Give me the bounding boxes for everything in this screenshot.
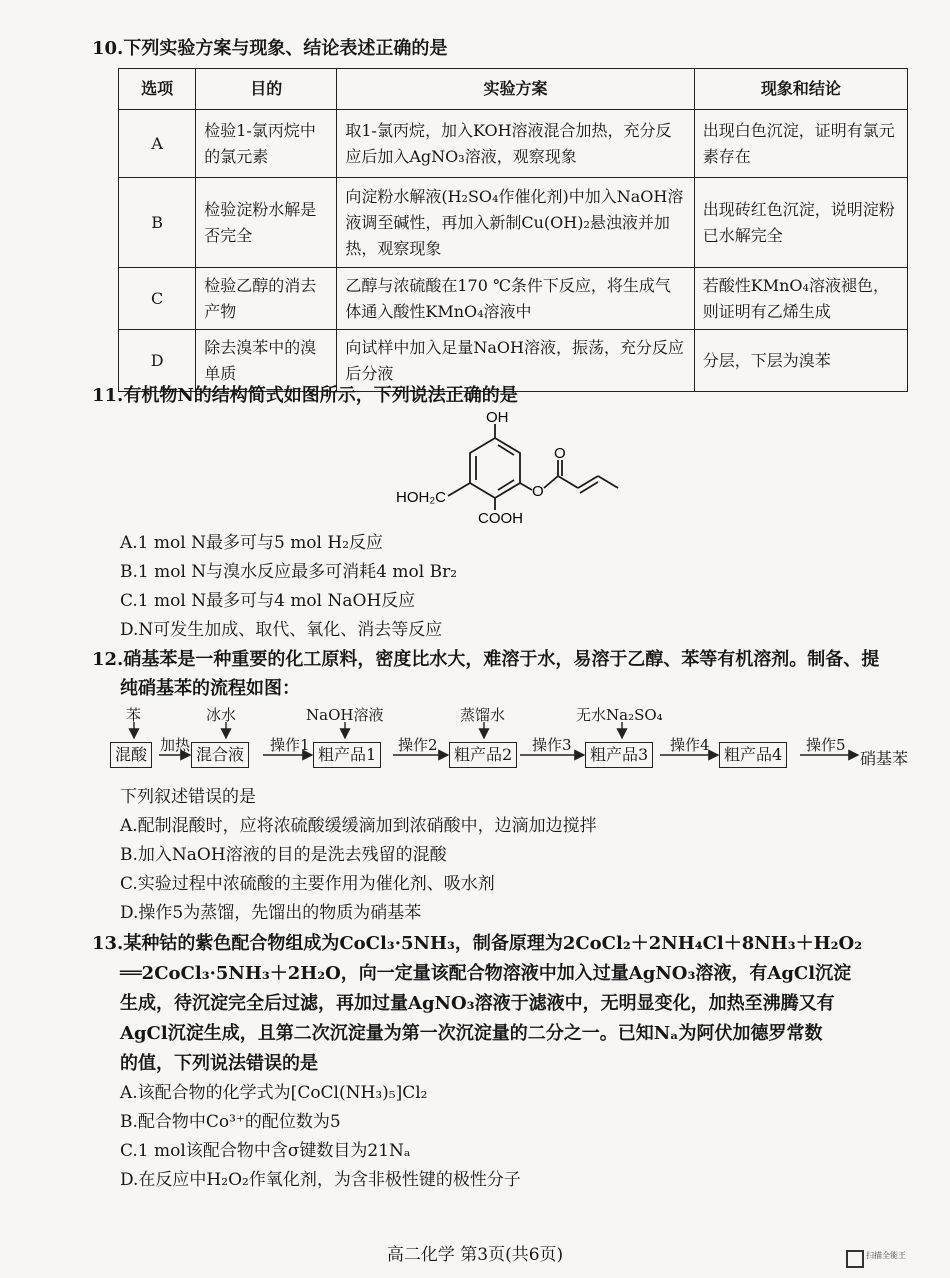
q12-prompt: 下列叙述错误的是 [120, 787, 256, 807]
oh-label: OH [486, 409, 509, 426]
q11-option-a: A.1 mol N最多可与5 mol H₂反应 [120, 533, 384, 553]
flow-arrow-op4: 操作4 [670, 736, 710, 754]
flow-box-mixture: 混合液 [191, 742, 249, 768]
flow-box-crude-4: 粗产品4 [719, 742, 787, 768]
q11-stem: 11.有机物N的结构简式如图所示，下列说法正确的是 [92, 385, 518, 406]
row-option: A [119, 110, 196, 178]
q13-option-d: D.在反应中H₂O₂作氧化剂，为含非极性键的极性分子 [120, 1170, 521, 1190]
q13-option-b: B.配合物中Co³⁺的配位数为5 [120, 1112, 341, 1132]
benzene-ring [470, 438, 520, 498]
q12-option-b: B.加入NaOH溶液的目的是洗去残留的混酸 [120, 845, 447, 865]
flow-input-benzene: 苯 [126, 706, 142, 724]
table-row [119, 110, 908, 178]
row-goal: 除去溴苯中的溴单质 [196, 330, 337, 392]
header-result: 现象和结论 [694, 69, 907, 110]
row-result: 分层，下层为溴苯 [694, 330, 907, 392]
flow-product: 硝基苯 [860, 749, 909, 768]
table-row [119, 268, 908, 330]
flow-input-na2so4: 无水Na₂SO₄ [576, 706, 663, 724]
row-option: B [119, 178, 196, 268]
row-option: D [119, 330, 196, 392]
table-row [119, 178, 908, 268]
q13-line1: 13.某种钴的紫色配合物组成为CoCl₃·5NH₃，制备原理为2CoCl₂＋2NH₄Cl＋8NH₃＋H₂O₂ [92, 933, 863, 954]
carbonyl-o-label: O [554, 445, 566, 462]
q11-option-c: C.1 mol N最多可与4 mol NaOH反应 [120, 591, 416, 611]
row-goal: 检验1-氯丙烷中的氯元素 [196, 110, 337, 178]
table-row [119, 330, 908, 392]
flow-input-naoh: NaOH溶液 [306, 706, 384, 724]
flow-input-ice-water: 冰水 [206, 706, 237, 724]
q13-line3: 生成，待沉淀完全后过滤，再加过量AgNO₃溶液于滤液中，无明显变化，加热至沸腾又有 [120, 993, 835, 1014]
table-header-row [119, 69, 908, 110]
page-footer: 高二化学 第3页(共6页) [386, 1245, 564, 1265]
flow-box-crude-3: 粗产品3 [585, 742, 653, 768]
q11-option-d: D.N可发生加成、取代、氧化、消去等反应 [120, 620, 443, 640]
q13-line4: AgCl沉淀生成，且第二次沉淀量为第一次沉淀量的二分之一。已知Nₐ为阿伏加德罗常数 [120, 1023, 823, 1044]
header-plan: 实验方案 [337, 69, 694, 110]
q13-line2: ══2CoCl₃·5NH₃＋2H₂O，向一定量该配合物溶液中加入过量AgNO₃溶液，有AgCl沉淀 [120, 963, 852, 984]
qr-code-icon [846, 1250, 864, 1268]
flow-box-crude-1: 粗产品1 [313, 742, 381, 768]
flow-box-mixed-acid: 混酸 [110, 742, 152, 768]
row-plan: 取1-氯丙烷，加入KOH溶液混合加热，充分反应后加入AgNO₃溶液，观察现象 [337, 110, 694, 178]
flow-arrow-heat: 加热 [160, 736, 191, 754]
row-result: 若酸性KMnO₄溶液褪色，则证明有乙烯生成 [694, 268, 907, 330]
q12-option-d: D.操作5为蒸馏，先馏出的物质为硝基苯 [120, 903, 422, 923]
row-plan: 乙醇与浓硫酸在170 ℃条件下反应，将生成气体通入酸性KMnO₄溶液中 [337, 268, 694, 330]
structure-diagram [380, 408, 640, 528]
flow-input-water: 蒸馏水 [460, 706, 506, 724]
header-goal: 目的 [196, 69, 337, 110]
q10-table [118, 68, 908, 392]
row-result: 出现砖红色沉淀，说明淀粉已水解完全 [694, 178, 907, 268]
flow-box-crude-2: 粗产品2 [449, 742, 517, 768]
q13-line5: 的值，下列说法错误的是 [120, 1053, 318, 1074]
row-goal: 检验乙醇的消去产物 [196, 268, 337, 330]
q11-option-b: B.1 mol N与溴水反应最多可消耗4 mol Br₂ [120, 562, 458, 582]
q12-stem-line1: 12.硝基苯是一种重要的化工原料，密度比水大，难溶于水，易溶于乙醇、苯等有机溶剂。制备、提 [92, 649, 880, 670]
row-result: 出现白色沉淀，证明有氯元素存在 [694, 110, 907, 178]
q13-option-a: A.该配合物的化学式为[CoCl(NH₃)₅]Cl₂ [120, 1083, 428, 1103]
row-goal: 检验淀粉水解是否完全 [196, 178, 337, 268]
scanner-badge: 扫描全能王 [866, 1251, 906, 1260]
row-plan: 向淀粉水解液(H₂SO₄作催化剂)中加入NaOH溶液调至碱性，再加入新制Cu(OH)₂悬浊液并加热，观察现象 [337, 178, 694, 268]
row-option: C [119, 268, 196, 330]
q12-option-c: C.实验过程中浓硫酸的主要作用为催化剂、吸水剂 [120, 874, 495, 894]
flow-arrow-op1: 操作1 [270, 736, 310, 754]
ester-o-label: O [532, 483, 544, 500]
q12-option-a: A.配制混酸时，应将浓硫酸缓缓滴加到浓硝酸中，边滴加边搅拌 [120, 816, 597, 836]
q10-stem: 10.下列实验方案与现象、结论表述正确的是 [92, 38, 448, 59]
q12-stem-line2: 纯硝基苯的流程如图： [120, 678, 300, 699]
flow-arrow-op3: 操作3 [532, 736, 572, 754]
q13-option-c: C.1 mol该配合物中含σ键数目为21Nₐ [120, 1141, 411, 1161]
cooh-label: COOH [478, 510, 523, 527]
row-plan: 向试样中加入足量NaOH溶液，振荡，充分反应后分液 [337, 330, 694, 392]
flow-arrow-op2: 操作2 [398, 736, 438, 754]
flow-arrow-op5: 操作5 [806, 736, 846, 754]
ch2oh-label: HOH₂C [396, 489, 446, 506]
header-option: 选项 [119, 69, 196, 110]
